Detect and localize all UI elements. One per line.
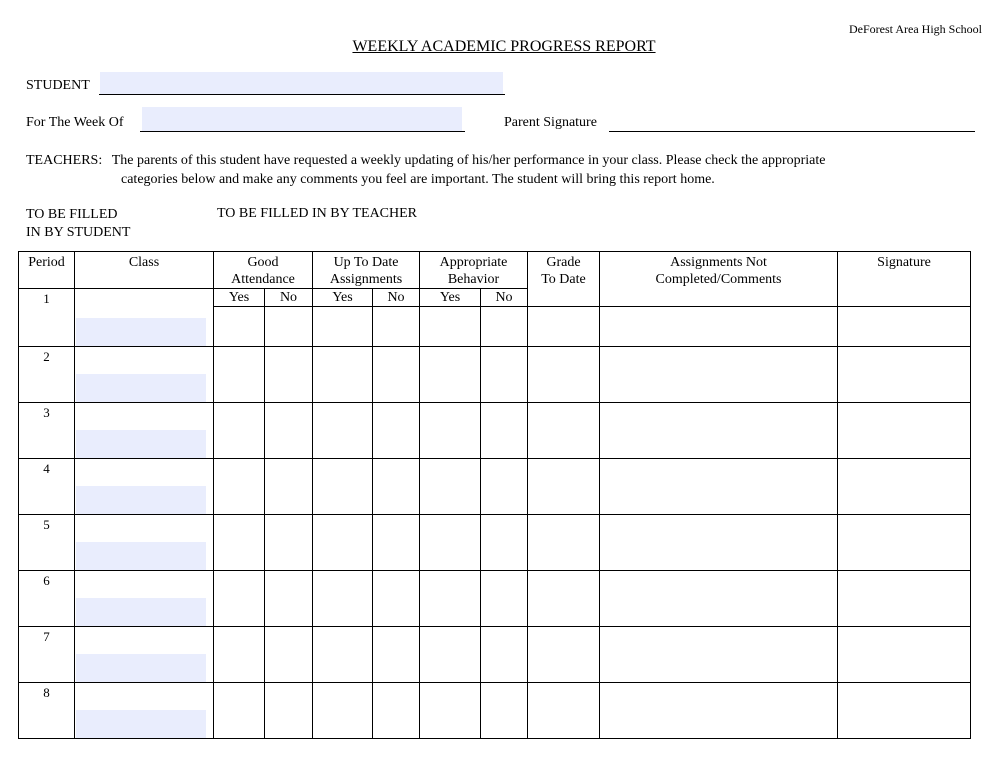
behavior-yes-label: Yes xyxy=(420,289,481,307)
assignments-yes-cell[interactable] xyxy=(313,571,373,627)
period-number: 3 xyxy=(19,403,75,459)
class-cell xyxy=(75,571,214,627)
grade-cell[interactable] xyxy=(528,307,600,347)
assignments-yes-cell[interactable] xyxy=(313,627,373,683)
behavior-no-cell[interactable] xyxy=(481,347,528,403)
class-input[interactable] xyxy=(76,374,206,402)
teachers-label: TEACHERS: xyxy=(26,153,103,168)
behavior-no-label: No xyxy=(481,289,528,307)
teachers-line-2: categories below and make any comments you feel are important. The student will bring this report home. xyxy=(121,172,715,187)
grade-cell[interactable] xyxy=(528,683,600,739)
assignments-no-cell[interactable] xyxy=(373,683,420,739)
class-input[interactable] xyxy=(76,598,206,626)
class-input[interactable] xyxy=(76,542,206,570)
student-label: STUDENT xyxy=(26,78,90,93)
assignments-no-cell[interactable] xyxy=(373,459,420,515)
attendance-yes-cell[interactable] xyxy=(214,307,265,347)
period-row xyxy=(19,627,971,683)
assignments-no-cell[interactable] xyxy=(373,571,420,627)
comments-cell[interactable] xyxy=(600,347,838,403)
class-cell xyxy=(75,459,214,515)
class-cell xyxy=(75,403,214,459)
school-name: DeForest Area High School xyxy=(849,22,982,36)
period-number: 5 xyxy=(19,515,75,571)
assignments-no-cell[interactable] xyxy=(373,515,420,571)
grade-cell[interactable] xyxy=(528,459,600,515)
teacher-section-label: TO BE FILLED IN BY TEACHER xyxy=(217,206,418,221)
attendance-no-cell[interactable] xyxy=(265,403,313,459)
assignments-yes-cell[interactable] xyxy=(313,683,373,739)
week-underline xyxy=(140,131,465,132)
signature-cell[interactable] xyxy=(838,459,971,515)
student-input[interactable] xyxy=(100,72,503,94)
class-input[interactable] xyxy=(76,318,206,346)
assignments-yes-cell[interactable] xyxy=(313,347,373,403)
period-row xyxy=(19,459,971,515)
assignments-yes-cell[interactable] xyxy=(313,459,373,515)
student-underline xyxy=(99,94,505,95)
progress-table xyxy=(18,251,971,739)
period-number: 1 xyxy=(19,289,75,347)
behavior-no-cell[interactable] xyxy=(481,627,528,683)
week-input[interactable] xyxy=(142,107,462,131)
comments-cell[interactable] xyxy=(600,627,838,683)
attendance-yes-cell[interactable] xyxy=(214,515,265,571)
attendance-no-cell[interactable] xyxy=(265,571,313,627)
behavior-no-cell[interactable] xyxy=(481,459,528,515)
comments-cell[interactable] xyxy=(600,515,838,571)
parent-signature-label: Parent Signature xyxy=(504,115,597,130)
behavior-yes-cell[interactable] xyxy=(420,627,481,683)
assignments-no-label: No xyxy=(373,289,420,307)
class-cell xyxy=(75,515,214,571)
attendance-yes-cell[interactable] xyxy=(214,347,265,403)
header-attendance: Good Attendance xyxy=(214,252,313,289)
attendance-no-cell[interactable] xyxy=(265,683,313,739)
grade-cell[interactable] xyxy=(528,627,600,683)
class-cell xyxy=(75,627,214,683)
attendance-yes-cell[interactable] xyxy=(214,627,265,683)
class-input[interactable] xyxy=(76,654,206,682)
behavior-no-cell[interactable] xyxy=(481,307,528,347)
comments-cell[interactable] xyxy=(600,307,838,347)
comments-cell[interactable] xyxy=(600,403,838,459)
attendance-yes-cell[interactable] xyxy=(214,459,265,515)
signature-cell[interactable] xyxy=(838,515,971,571)
attendance-no-cell[interactable] xyxy=(265,347,313,403)
grade-cell[interactable] xyxy=(528,571,600,627)
class-cell xyxy=(75,347,214,403)
class-cell xyxy=(75,683,214,739)
grade-cell[interactable] xyxy=(528,403,600,459)
attendance-no-label: No xyxy=(265,289,313,307)
signature-cell[interactable] xyxy=(838,347,971,403)
student-section-line-1: TO BE FILLED xyxy=(26,207,118,222)
assignments-yes-cell[interactable] xyxy=(313,515,373,571)
period-number: 8 xyxy=(19,683,75,739)
signature-cell[interactable] xyxy=(838,307,971,347)
period-number: 4 xyxy=(19,459,75,515)
comments-cell[interactable] xyxy=(600,459,838,515)
assignments-no-cell[interactable] xyxy=(373,347,420,403)
header-signature: Signature xyxy=(838,252,971,307)
behavior-no-cell[interactable] xyxy=(481,515,528,571)
behavior-yes-cell[interactable] xyxy=(420,347,481,403)
attendance-no-cell[interactable] xyxy=(265,307,313,347)
header-period: Period xyxy=(19,252,75,289)
period-row xyxy=(19,571,971,627)
behavior-no-cell[interactable] xyxy=(481,571,528,627)
assignments-yes-cell[interactable] xyxy=(313,307,373,347)
assignments-no-cell[interactable] xyxy=(373,627,420,683)
period-row xyxy=(19,403,971,459)
attendance-yes-label: Yes xyxy=(214,289,265,307)
header-row xyxy=(19,252,971,289)
behavior-yes-cell[interactable] xyxy=(420,515,481,571)
signature-cell[interactable] xyxy=(838,571,971,627)
attendance-no-cell[interactable] xyxy=(265,627,313,683)
header-assignments: Up To Date Assignments xyxy=(313,252,420,289)
header-grade: Grade To Date xyxy=(528,252,600,307)
student-section-label xyxy=(26,206,130,242)
header-class: Class xyxy=(75,252,214,289)
class-input[interactable] xyxy=(76,710,206,738)
attendance-yes-cell[interactable] xyxy=(214,403,265,459)
header-comments: Assignments Not Completed/Comments xyxy=(600,252,838,307)
teachers-instructions xyxy=(26,151,825,189)
behavior-yes-cell[interactable] xyxy=(420,403,481,459)
report-title: WEEKLY ACADEMIC PROGRESS REPORT xyxy=(352,38,656,55)
attendance-yes-cell[interactable] xyxy=(214,683,265,739)
header-behavior: Appropriate Behavior xyxy=(420,252,528,289)
period-number: 2 xyxy=(19,347,75,403)
parent-signature-line[interactable] xyxy=(609,131,975,132)
week-label: For The Week Of xyxy=(26,115,124,130)
assignments-yes-label: Yes xyxy=(313,289,373,307)
teachers-line-1: The parents of this student have requested a weekly updating of his/her performance in your class. Please check the appropriate xyxy=(111,153,826,168)
class-input[interactable] xyxy=(76,486,206,514)
grade-cell[interactable] xyxy=(528,515,600,571)
period-row xyxy=(19,347,971,403)
behavior-no-cell[interactable] xyxy=(481,683,528,739)
comments-cell[interactable] xyxy=(600,683,838,739)
signature-cell[interactable] xyxy=(838,627,971,683)
period-row xyxy=(19,515,971,571)
attendance-yes-cell[interactable] xyxy=(214,571,265,627)
period-number: 6 xyxy=(19,571,75,627)
period-number: 7 xyxy=(19,627,75,683)
grade-cell[interactable] xyxy=(528,347,600,403)
assignments-no-cell[interactable] xyxy=(373,403,420,459)
behavior-yes-cell[interactable] xyxy=(420,683,481,739)
comments-cell[interactable] xyxy=(600,571,838,627)
class-input[interactable] xyxy=(76,430,206,458)
behavior-yes-cell[interactable] xyxy=(420,459,481,515)
assignments-yes-cell[interactable] xyxy=(313,403,373,459)
class-cell xyxy=(75,289,214,347)
period-rows xyxy=(19,347,971,739)
assignments-no-cell[interactable] xyxy=(373,307,420,347)
behavior-no-cell[interactable] xyxy=(481,403,528,459)
signature-cell[interactable] xyxy=(838,683,971,739)
behavior-yes-cell[interactable] xyxy=(420,307,481,347)
period-row xyxy=(19,683,971,739)
attendance-no-cell[interactable] xyxy=(265,515,313,571)
behavior-yes-cell[interactable] xyxy=(420,571,481,627)
signature-cell[interactable] xyxy=(838,403,971,459)
attendance-no-cell[interactable] xyxy=(265,459,313,515)
student-section-line-2: IN BY STUDENT xyxy=(26,225,131,240)
